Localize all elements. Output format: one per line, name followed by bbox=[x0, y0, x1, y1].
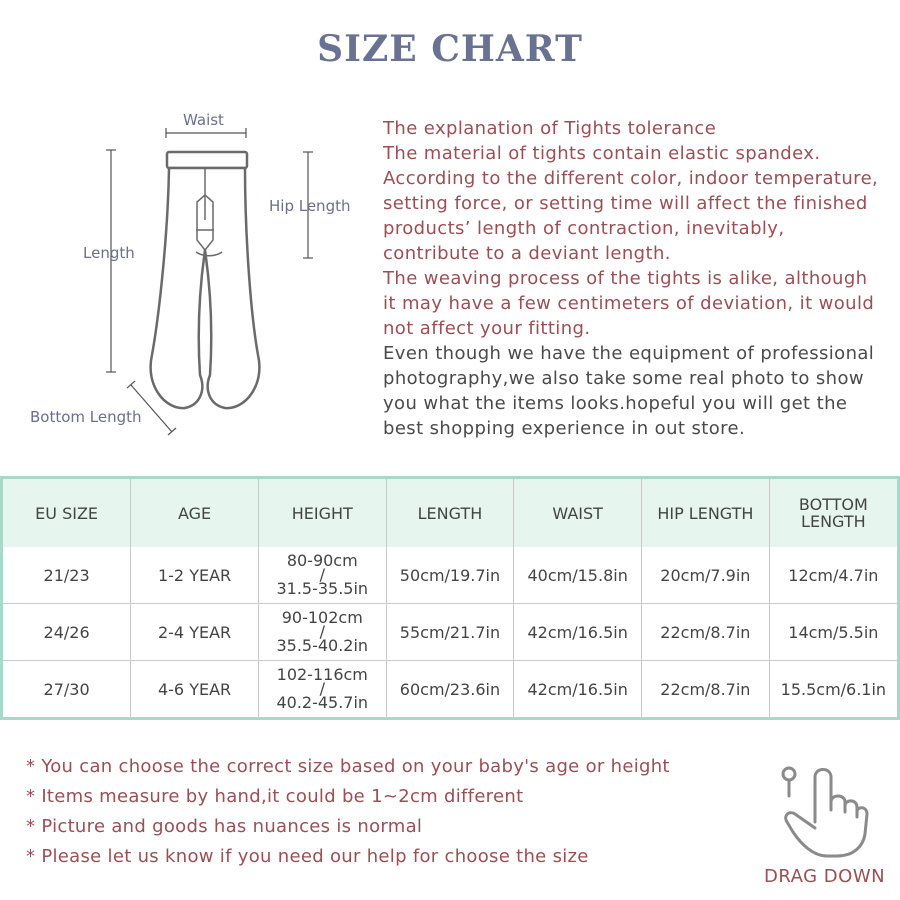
note-text: Picture and goods has nuances is normal bbox=[41, 816, 423, 837]
cell-age: 1-2 YEAR bbox=[131, 547, 259, 604]
explanation-line: not affect your fitting. bbox=[383, 318, 591, 339]
note-item bbox=[26, 784, 670, 814]
note-bullet: * bbox=[26, 816, 36, 837]
header-length: LENGTH bbox=[386, 479, 514, 547]
header-age: AGE bbox=[131, 479, 259, 547]
cell-height bbox=[258, 604, 386, 661]
header-waist: WAIST bbox=[514, 479, 642, 547]
cell-length: 50cm/19.7in bbox=[386, 547, 514, 604]
cell-bottom-length: 15.5cm/6.1in bbox=[769, 661, 897, 718]
cell-hip-length: 22cm/8.7in bbox=[642, 661, 770, 718]
cell-hip-length: 20cm/7.9in bbox=[642, 547, 770, 604]
explanation-line: The material of tights contain elastic spandex. bbox=[383, 143, 821, 164]
height-in: 31.5-35.5in bbox=[276, 579, 369, 598]
cell-bottom-length: 14cm/5.5in bbox=[769, 604, 897, 661]
height-in: 35.5-40.2in bbox=[276, 636, 369, 655]
note-item bbox=[26, 844, 670, 874]
header-hip-length: HIP LENGTH bbox=[642, 479, 770, 547]
height-sep: / bbox=[319, 622, 325, 641]
table-header-row bbox=[3, 479, 897, 547]
cell-eu-size: 24/26 bbox=[3, 604, 131, 661]
size-table bbox=[0, 476, 900, 720]
height-in: 40.2-45.7in bbox=[276, 693, 369, 712]
explanation-line: it may have a few centimeters of deviation, it would bbox=[383, 293, 875, 314]
table-row bbox=[3, 547, 897, 604]
cell-length: 60cm/23.6in bbox=[386, 661, 514, 718]
header-eu-size: EU SIZE bbox=[3, 479, 131, 547]
cell-waist: 42cm/16.5in bbox=[514, 661, 642, 718]
height-cm: 90-102cm bbox=[281, 608, 363, 627]
explanation-line: best shopping experience in out store. bbox=[383, 418, 746, 439]
table-row bbox=[3, 604, 897, 661]
cell-waist: 42cm/16.5in bbox=[514, 604, 642, 661]
cell-waist: 40cm/15.8in bbox=[514, 547, 642, 604]
bottom-length-label: Bottom Length bbox=[30, 408, 142, 426]
cell-eu-size: 27/30 bbox=[3, 661, 131, 718]
hip-length-label: Hip Length bbox=[269, 197, 351, 215]
height-cm: 80-90cm bbox=[286, 551, 358, 570]
explanation-line: you what the items looks.hopeful you will get the bbox=[383, 393, 848, 414]
note-text: Please let us know if you need our help for choose the size bbox=[41, 846, 589, 867]
note-bullet: * bbox=[26, 756, 36, 777]
header-height: HEIGHT bbox=[258, 479, 386, 547]
note-text: You can choose the correct size based on your baby's age or height bbox=[41, 756, 670, 777]
explanation-line: The weaving process of the tights is alike, although bbox=[383, 268, 868, 289]
explanation-line: products’ length of contraction, inevitably, bbox=[383, 218, 785, 239]
note-item bbox=[26, 754, 670, 784]
explanation-line: The explanation of Tights tolerance bbox=[383, 118, 717, 139]
cell-height bbox=[258, 547, 386, 604]
note-bullet: * bbox=[26, 786, 36, 807]
hand-pointer-icon bbox=[775, 762, 875, 862]
header-bottom-line2: LENGTH bbox=[801, 512, 866, 531]
cell-age: 4-6 YEAR bbox=[131, 661, 259, 718]
note-item bbox=[26, 814, 670, 844]
cell-height bbox=[258, 661, 386, 718]
size-notes bbox=[26, 754, 670, 874]
table-row bbox=[3, 661, 897, 718]
cell-age: 2-4 YEAR bbox=[131, 604, 259, 661]
cell-hip-length: 22cm/8.7in bbox=[642, 604, 770, 661]
header-bottom-length bbox=[769, 479, 897, 547]
page-title: SIZE CHART bbox=[317, 28, 583, 70]
note-bullet: * bbox=[26, 846, 36, 867]
note-text: Items measure by hand,it could be 1~2cm different bbox=[41, 786, 524, 807]
cell-eu-size: 21/23 bbox=[3, 547, 131, 604]
explanation-line: contribute to a deviant length. bbox=[383, 243, 671, 264]
header-bottom-line1: BOTTOM bbox=[798, 495, 868, 514]
drag-down-label: DRAG DOWN bbox=[764, 866, 886, 887]
explanation-line: Even though we have the equipment of professional bbox=[383, 343, 875, 364]
height-sep: / bbox=[319, 565, 325, 584]
explanation-line: According to the different color, indoor temperature, bbox=[383, 168, 879, 189]
tights-illustration bbox=[0, 100, 380, 450]
cell-length: 55cm/21.7in bbox=[386, 604, 514, 661]
cell-bottom-length: 12cm/4.7in bbox=[788, 565, 879, 585]
tights-diagram bbox=[0, 100, 380, 450]
explanation-line: photography,we also take some real photo to show bbox=[383, 368, 865, 389]
height-cm: 102-116cm bbox=[276, 665, 368, 684]
height-sep: / bbox=[319, 679, 325, 698]
explanation-line: setting force, or setting time will affect the finished bbox=[383, 193, 868, 214]
length-label: Length bbox=[83, 244, 135, 262]
waist-label: Waist bbox=[183, 111, 224, 129]
tolerance-explanation bbox=[383, 116, 893, 441]
